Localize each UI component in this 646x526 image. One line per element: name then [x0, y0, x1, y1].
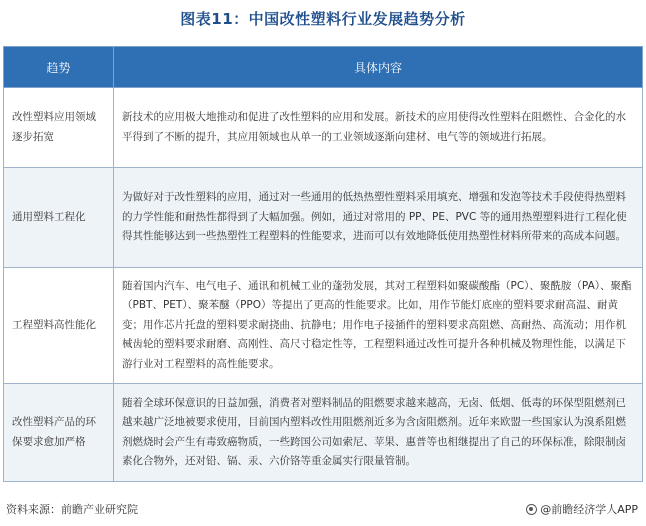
header-trend: 趋势: [4, 47, 114, 88]
trend-cell: 改性塑料应用领域逐步拓宽: [4, 88, 114, 168]
brand-text: @前瞻经济学人APP: [540, 503, 638, 516]
logo-icon: [526, 504, 537, 515]
table-header-row: [4, 47, 643, 88]
trend-cell: 改性塑料产品的环保要求愈加严格: [4, 384, 114, 482]
content-cell: 随着全球环保意识的日益加强，消费者对塑料制品的阻燃要求越来越高，无卤、低烟、低毒的环保型阻燃剂已越来越广泛地被要求使用，目前国内塑料改性用阻燃剂近多为含卤阻燃剂。近年来欧盟一些国家认为溴系阻燃剂燃烧时会产生有毒致癌物质，一些跨国公司如索尼、苹果、惠普等也相继提出了自己的环保标准，除限制卤素化合物外，还对铅、镉、汞、六价铬等重金属实行限量管制。: [114, 384, 643, 482]
trend-cell: 工程塑料高性能化: [4, 268, 114, 384]
table-row: [4, 168, 643, 268]
brand-credit: [526, 501, 638, 517]
table-row: [4, 88, 643, 168]
table-row: [4, 268, 643, 384]
source-note: 资料来源：前瞻产业研究院: [6, 503, 138, 516]
content-cell: 为做好对于改性塑料的应用，通过对一些通用的低热热塑性塑料采用填充、增强和发泡等技术手段使得热塑料的力学性能和耐热性都得到了大幅加强。例如，通过对常用的 PP、PE、PVC 等的通用热塑塑料进行工程化使得其性能够达到一些热塑性工程塑料的性能要求，进而可以有效地降低使用热塑性材料所带来的高成本问题。: [114, 168, 643, 268]
content-cell: 新技术的应用极大地推动和促进了改性塑料的应用和发展。新技术的应用使得改性塑料在阻燃性、合金化的水平得到了不断的提升，其应用领域也从单一的工业领域逐渐向建材、电气等的领域进行拓展。: [114, 88, 643, 168]
header-content: 具体内容: [114, 47, 643, 88]
figure-title: 图表11：中国改性塑料行业发展趋势分析: [180, 10, 466, 28]
trend-table: [3, 46, 643, 482]
content-cell: 随着国内汽车、电气电子、通讯和机械工业的蓬勃发展，其对工程塑料如聚碳酸酯（PC）、聚酰胺（PA）、聚酯（PBT、PET）、聚苯醚（PPO）等提出了更高的性能要求。比如，用作节能灯底座的塑料要求耐高温、耐黄变；用作芯片托盘的塑料要求耐挠曲、抗静电；用作电子接插件的塑料要求高阻燃、高耐热、高流动；用作机械齿轮的塑料要求耐磨、高刚性、高尺寸稳定性等，工程塑料通过改性可提升各种机械及物理性能，以满足下游行业对工程塑料的高性能要求。: [114, 268, 643, 384]
table-row: [4, 384, 643, 482]
trend-cell: 通用塑料工程化: [4, 168, 114, 268]
